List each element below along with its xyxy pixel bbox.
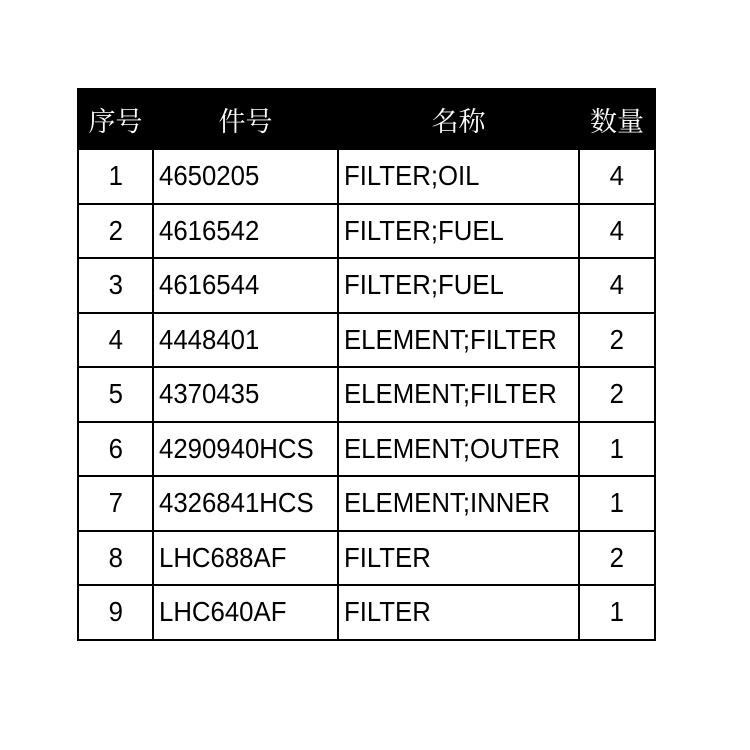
cell-name: ELEMENT;FILTER xyxy=(338,367,579,422)
table-row xyxy=(78,258,655,313)
cell-qty: 2 xyxy=(579,313,655,368)
header-part-no: 件号 xyxy=(153,89,338,149)
table-row xyxy=(78,149,655,204)
cell-part-no: LHC688AF xyxy=(153,531,338,586)
cell-seq: 9 xyxy=(78,585,153,640)
table-row xyxy=(78,204,655,259)
table-row xyxy=(78,313,655,368)
cell-part-no: 4616542 xyxy=(153,204,338,259)
header-name: 名称 xyxy=(338,89,579,149)
cell-qty: 1 xyxy=(579,422,655,477)
cell-part-no: 4448401 xyxy=(153,313,338,368)
cell-qty: 2 xyxy=(579,367,655,422)
table-row xyxy=(78,476,655,531)
cell-qty: 4 xyxy=(579,204,655,259)
cell-name: FILTER;OIL xyxy=(338,149,579,204)
cell-qty: 2 xyxy=(579,531,655,586)
table-header xyxy=(78,89,655,149)
cell-seq: 5 xyxy=(78,367,153,422)
header-seq: 序号 xyxy=(78,89,153,149)
cell-qty: 4 xyxy=(579,149,655,204)
table-body xyxy=(78,149,655,640)
table-row xyxy=(78,422,655,477)
cell-name: ELEMENT;FILTER xyxy=(338,313,579,368)
cell-name: FILTER xyxy=(338,585,579,640)
cell-name: ELEMENT;OUTER xyxy=(338,422,579,477)
cell-name: FILTER;FUEL xyxy=(338,258,579,313)
cell-part-no: 4650205 xyxy=(153,149,338,204)
cell-seq: 2 xyxy=(78,204,153,259)
cell-part-no: LHC640AF xyxy=(153,585,338,640)
cell-seq: 8 xyxy=(78,531,153,586)
cell-qty: 1 xyxy=(579,585,655,640)
cell-seq: 1 xyxy=(78,149,153,204)
cell-part-no: 4370435 xyxy=(153,367,338,422)
cell-name: ELEMENT;INNER xyxy=(338,476,579,531)
table-row xyxy=(78,531,655,586)
parts-table xyxy=(77,88,656,641)
cell-qty: 4 xyxy=(579,258,655,313)
table-row xyxy=(78,585,655,640)
cell-name: FILTER;FUEL xyxy=(338,204,579,259)
cell-seq: 3 xyxy=(78,258,153,313)
header-qty: 数量 xyxy=(579,89,655,149)
cell-seq: 6 xyxy=(78,422,153,477)
header-row xyxy=(78,89,655,149)
cell-name: FILTER xyxy=(338,531,579,586)
cell-part-no: 4290940HCS xyxy=(153,422,338,477)
table-row xyxy=(78,367,655,422)
cell-qty: 1 xyxy=(579,476,655,531)
cell-part-no: 4326841HCS xyxy=(153,476,338,531)
cell-seq: 4 xyxy=(78,313,153,368)
cell-seq: 7 xyxy=(78,476,153,531)
cell-part-no: 4616544 xyxy=(153,258,338,313)
